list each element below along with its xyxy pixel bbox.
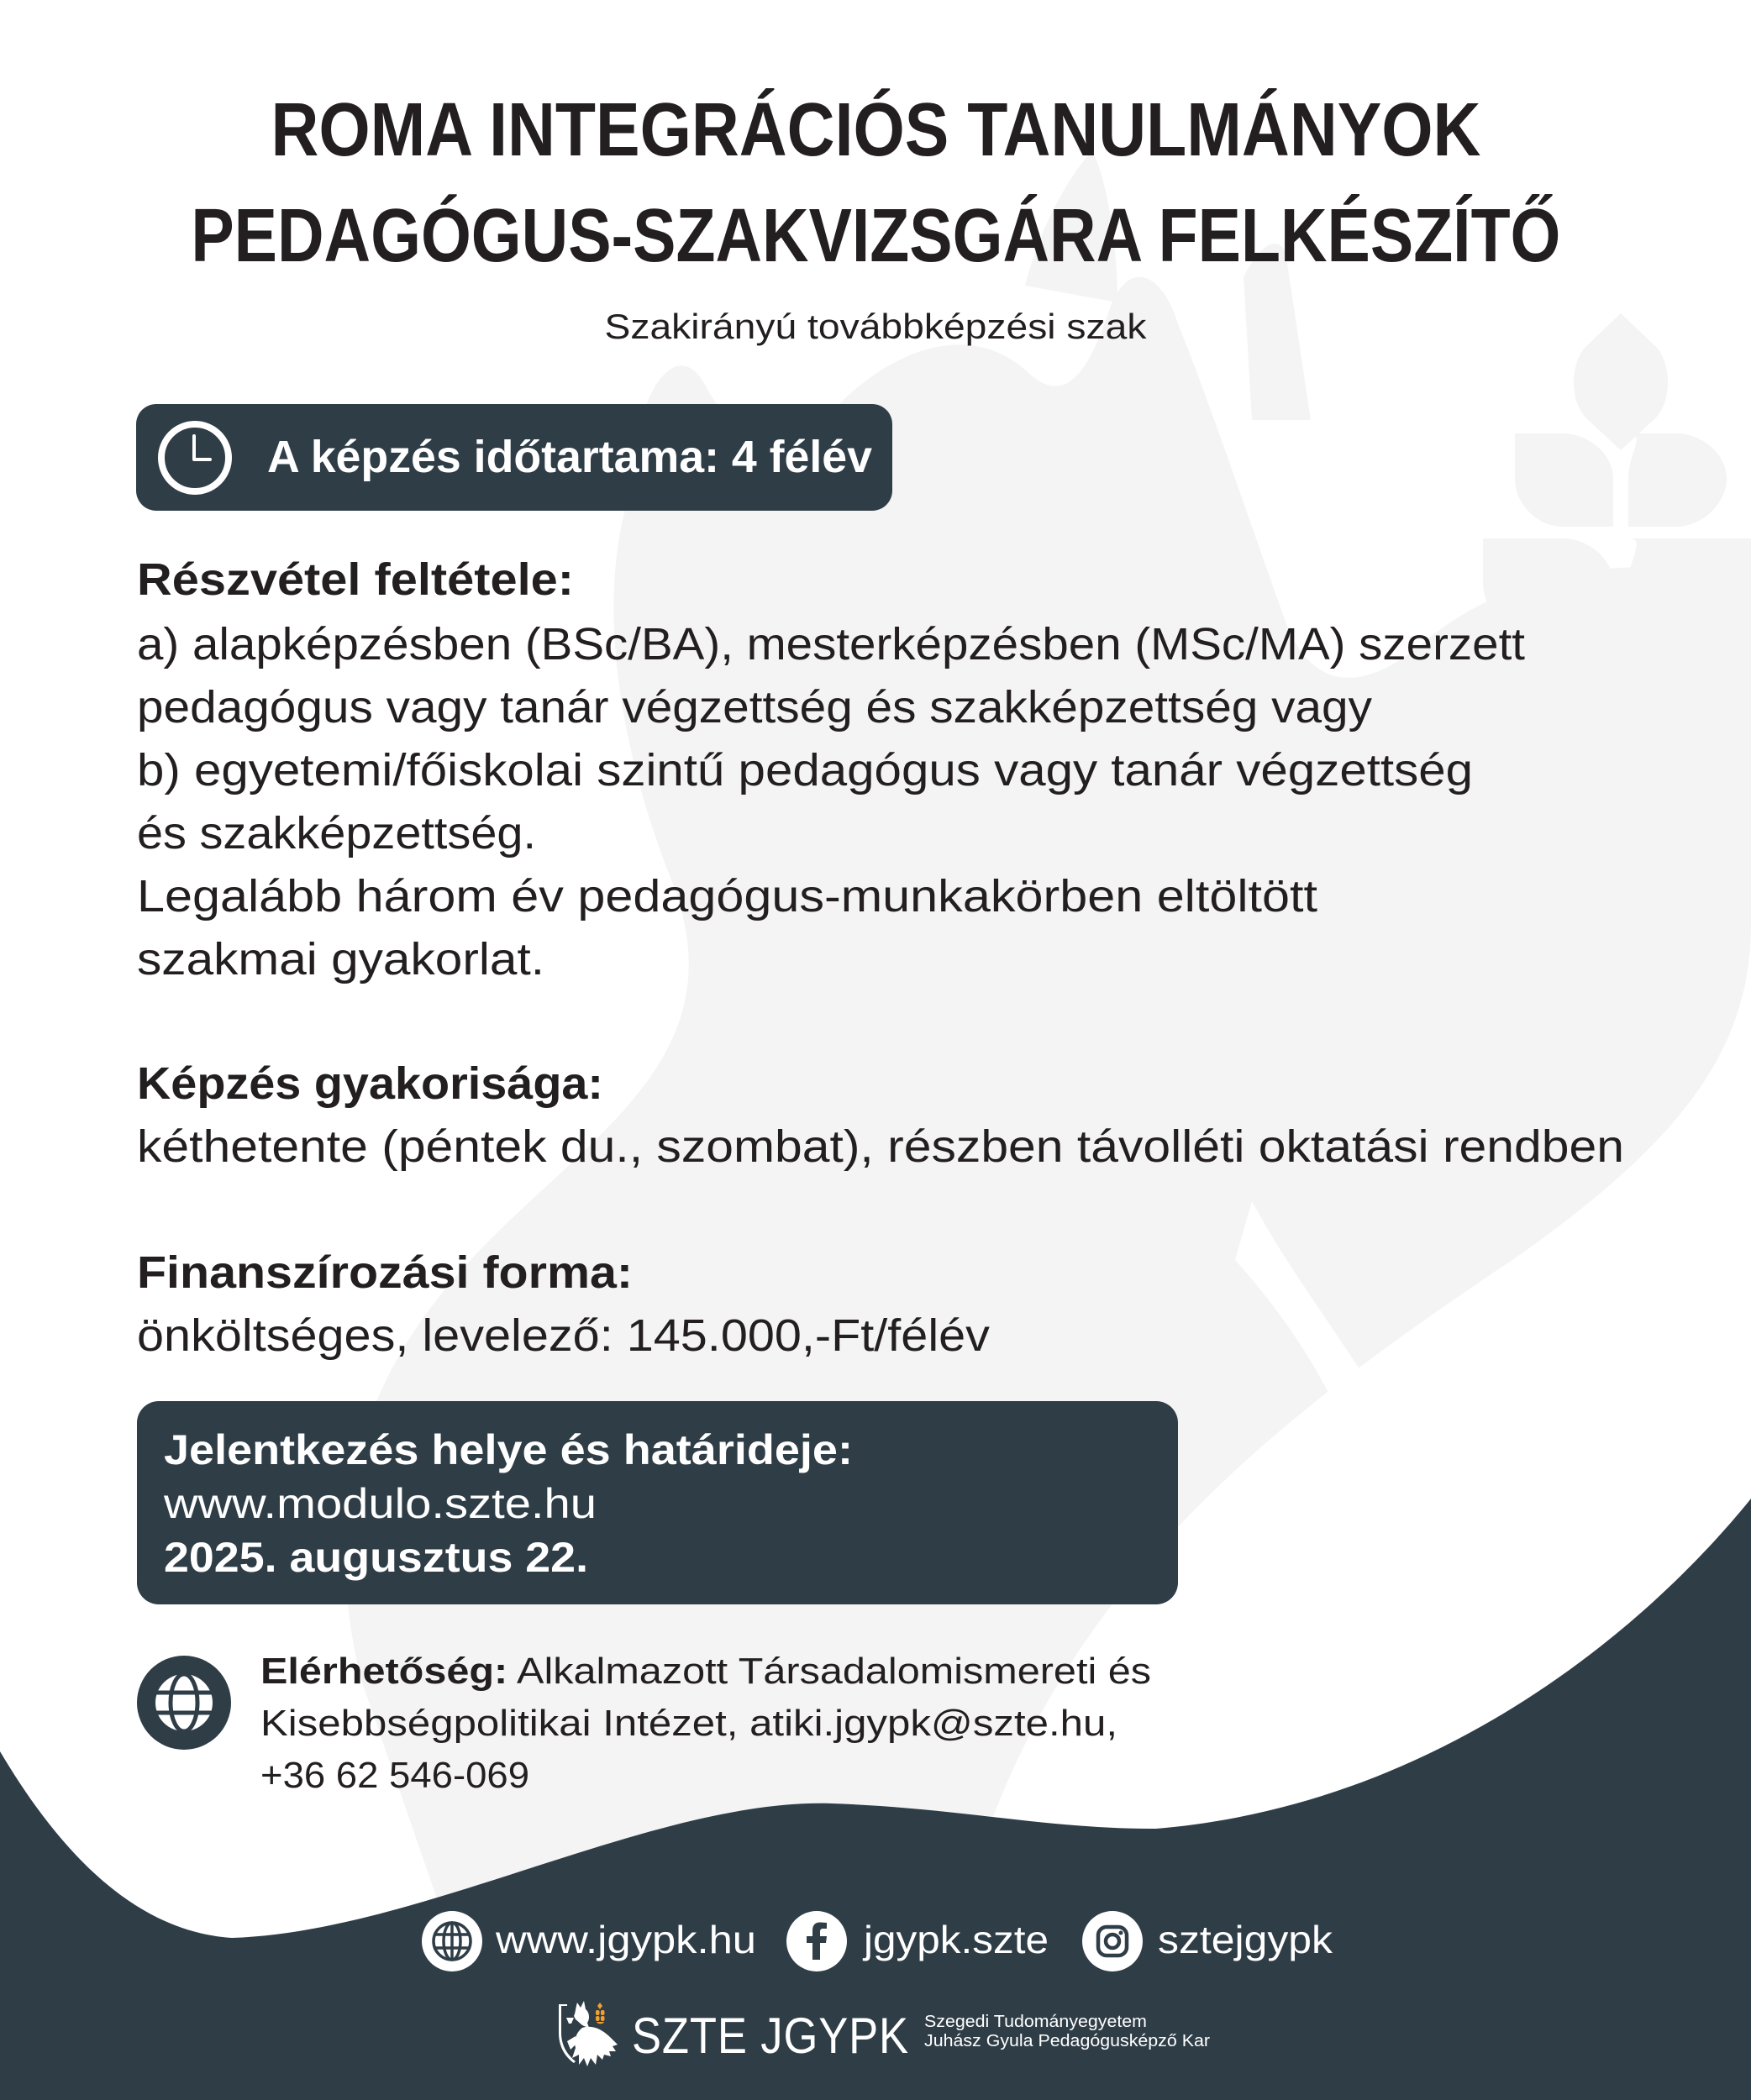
logo-sub-line-2: Juhász Gyula Pedagógusképző Kar — [924, 2032, 1210, 2050]
application-deadline-text: 2025. augusztus 22. — [164, 1534, 589, 1581]
title-text-2: PEDAGÓGUS-SZAKVIZSGÁRA FELKÉSZÍTŐ — [190, 194, 1561, 278]
title-line-1 — [0, 88, 1751, 172]
funding-heading — [137, 1247, 634, 1298]
requirements-line-text: a) alapképzésben (BSc/BA), mesterképzésben (MSc/MA) szerzett — [137, 619, 1526, 669]
facebook-icon — [786, 1911, 847, 1971]
requirements-line-text: pedagógus vagy tanár végzettség és szakképzettség vagy — [137, 682, 1372, 732]
title-text-1: ROMA INTEGRÁCIÓS TANULMÁNYOK — [271, 88, 1480, 172]
szte-emblem-icon — [550, 1999, 626, 2068]
requirements-line-text: Legalább három év pedagógus-munkakörben eltöltött — [137, 871, 1317, 921]
requirements-heading — [137, 554, 575, 605]
funding-heading-text: Finanszírozási forma: — [137, 1247, 634, 1298]
funding-value: önköltséges, levelező: 145.000,-Ft/félév — [137, 1310, 990, 1361]
funding-text — [137, 1310, 990, 1361]
application-heading — [164, 1426, 853, 1473]
contact-email[interactable]: Kisebbségpolitikai Intézet, atiki.jgypk@szte.hu, — [260, 1703, 1118, 1744]
contact-line-3 — [260, 1755, 530, 1797]
logo-sub-line-1: Szegedi Tudományegyetem — [924, 2013, 1147, 2031]
duration-label — [267, 432, 876, 482]
requirements-line-text: és szakképzettség. — [137, 808, 537, 858]
requirements-line — [137, 682, 1372, 732]
frequency-value: kéthetente (péntek du., szombat), részben távolléti oktatási rendben — [137, 1121, 1624, 1172]
application-url[interactable] — [164, 1480, 597, 1527]
contact-institute: Alkalmazott Társadalomismereti és — [517, 1651, 1152, 1692]
requirements-line — [137, 619, 1526, 669]
contact-label: Elérhetőség: — [260, 1651, 508, 1692]
logo-name: SZTE JGYPK — [632, 2008, 909, 2064]
globe-icon — [137, 1656, 231, 1750]
contact-line-1 — [260, 1651, 1152, 1693]
clock-icon — [155, 417, 235, 498]
contact-line-2 — [260, 1703, 1118, 1745]
application-url-link[interactable]: www.modulo.szte.hu — [164, 1480, 597, 1527]
subtitle-text: Szakirányú továbbképzési szak — [604, 307, 1147, 346]
subtitle — [0, 309, 1751, 344]
frequency-heading — [137, 1058, 604, 1109]
title-line-2 — [0, 194, 1751, 278]
requirements-line — [137, 808, 537, 858]
requirements-line-text: szakmai gyakorlat. — [137, 934, 545, 984]
duration-label-text: A képzés időtartama: 4 félév — [267, 432, 873, 482]
footer-facebook-label[interactable]: jgypk.szte — [864, 1918, 1049, 1961]
requirements-line-text: b) egyetemi/főiskolai szintű pedagógus vagy tanár végzettség — [137, 745, 1474, 795]
instagram-icon — [1082, 1911, 1143, 1971]
application-heading-text: Jelentkezés helye és határideje: — [164, 1426, 853, 1473]
requirements-line — [137, 934, 545, 984]
footer-instagram-label[interactable]: sztejgypk — [1158, 1918, 1333, 1961]
contact-phone[interactable]: +36 62 546-069 — [260, 1755, 530, 1796]
application-deadline — [164, 1534, 589, 1581]
footer-website-label[interactable]: www.jgypk.hu — [496, 1918, 757, 1961]
frequency-heading-text: Képzés gyakorisága: — [137, 1058, 604, 1109]
globe-icon — [422, 1911, 482, 1971]
requirements-line — [137, 871, 1317, 921]
requirements-heading-text: Részvétel feltétele: — [137, 554, 575, 605]
frequency-text — [137, 1121, 1624, 1172]
requirements-line — [137, 745, 1474, 795]
